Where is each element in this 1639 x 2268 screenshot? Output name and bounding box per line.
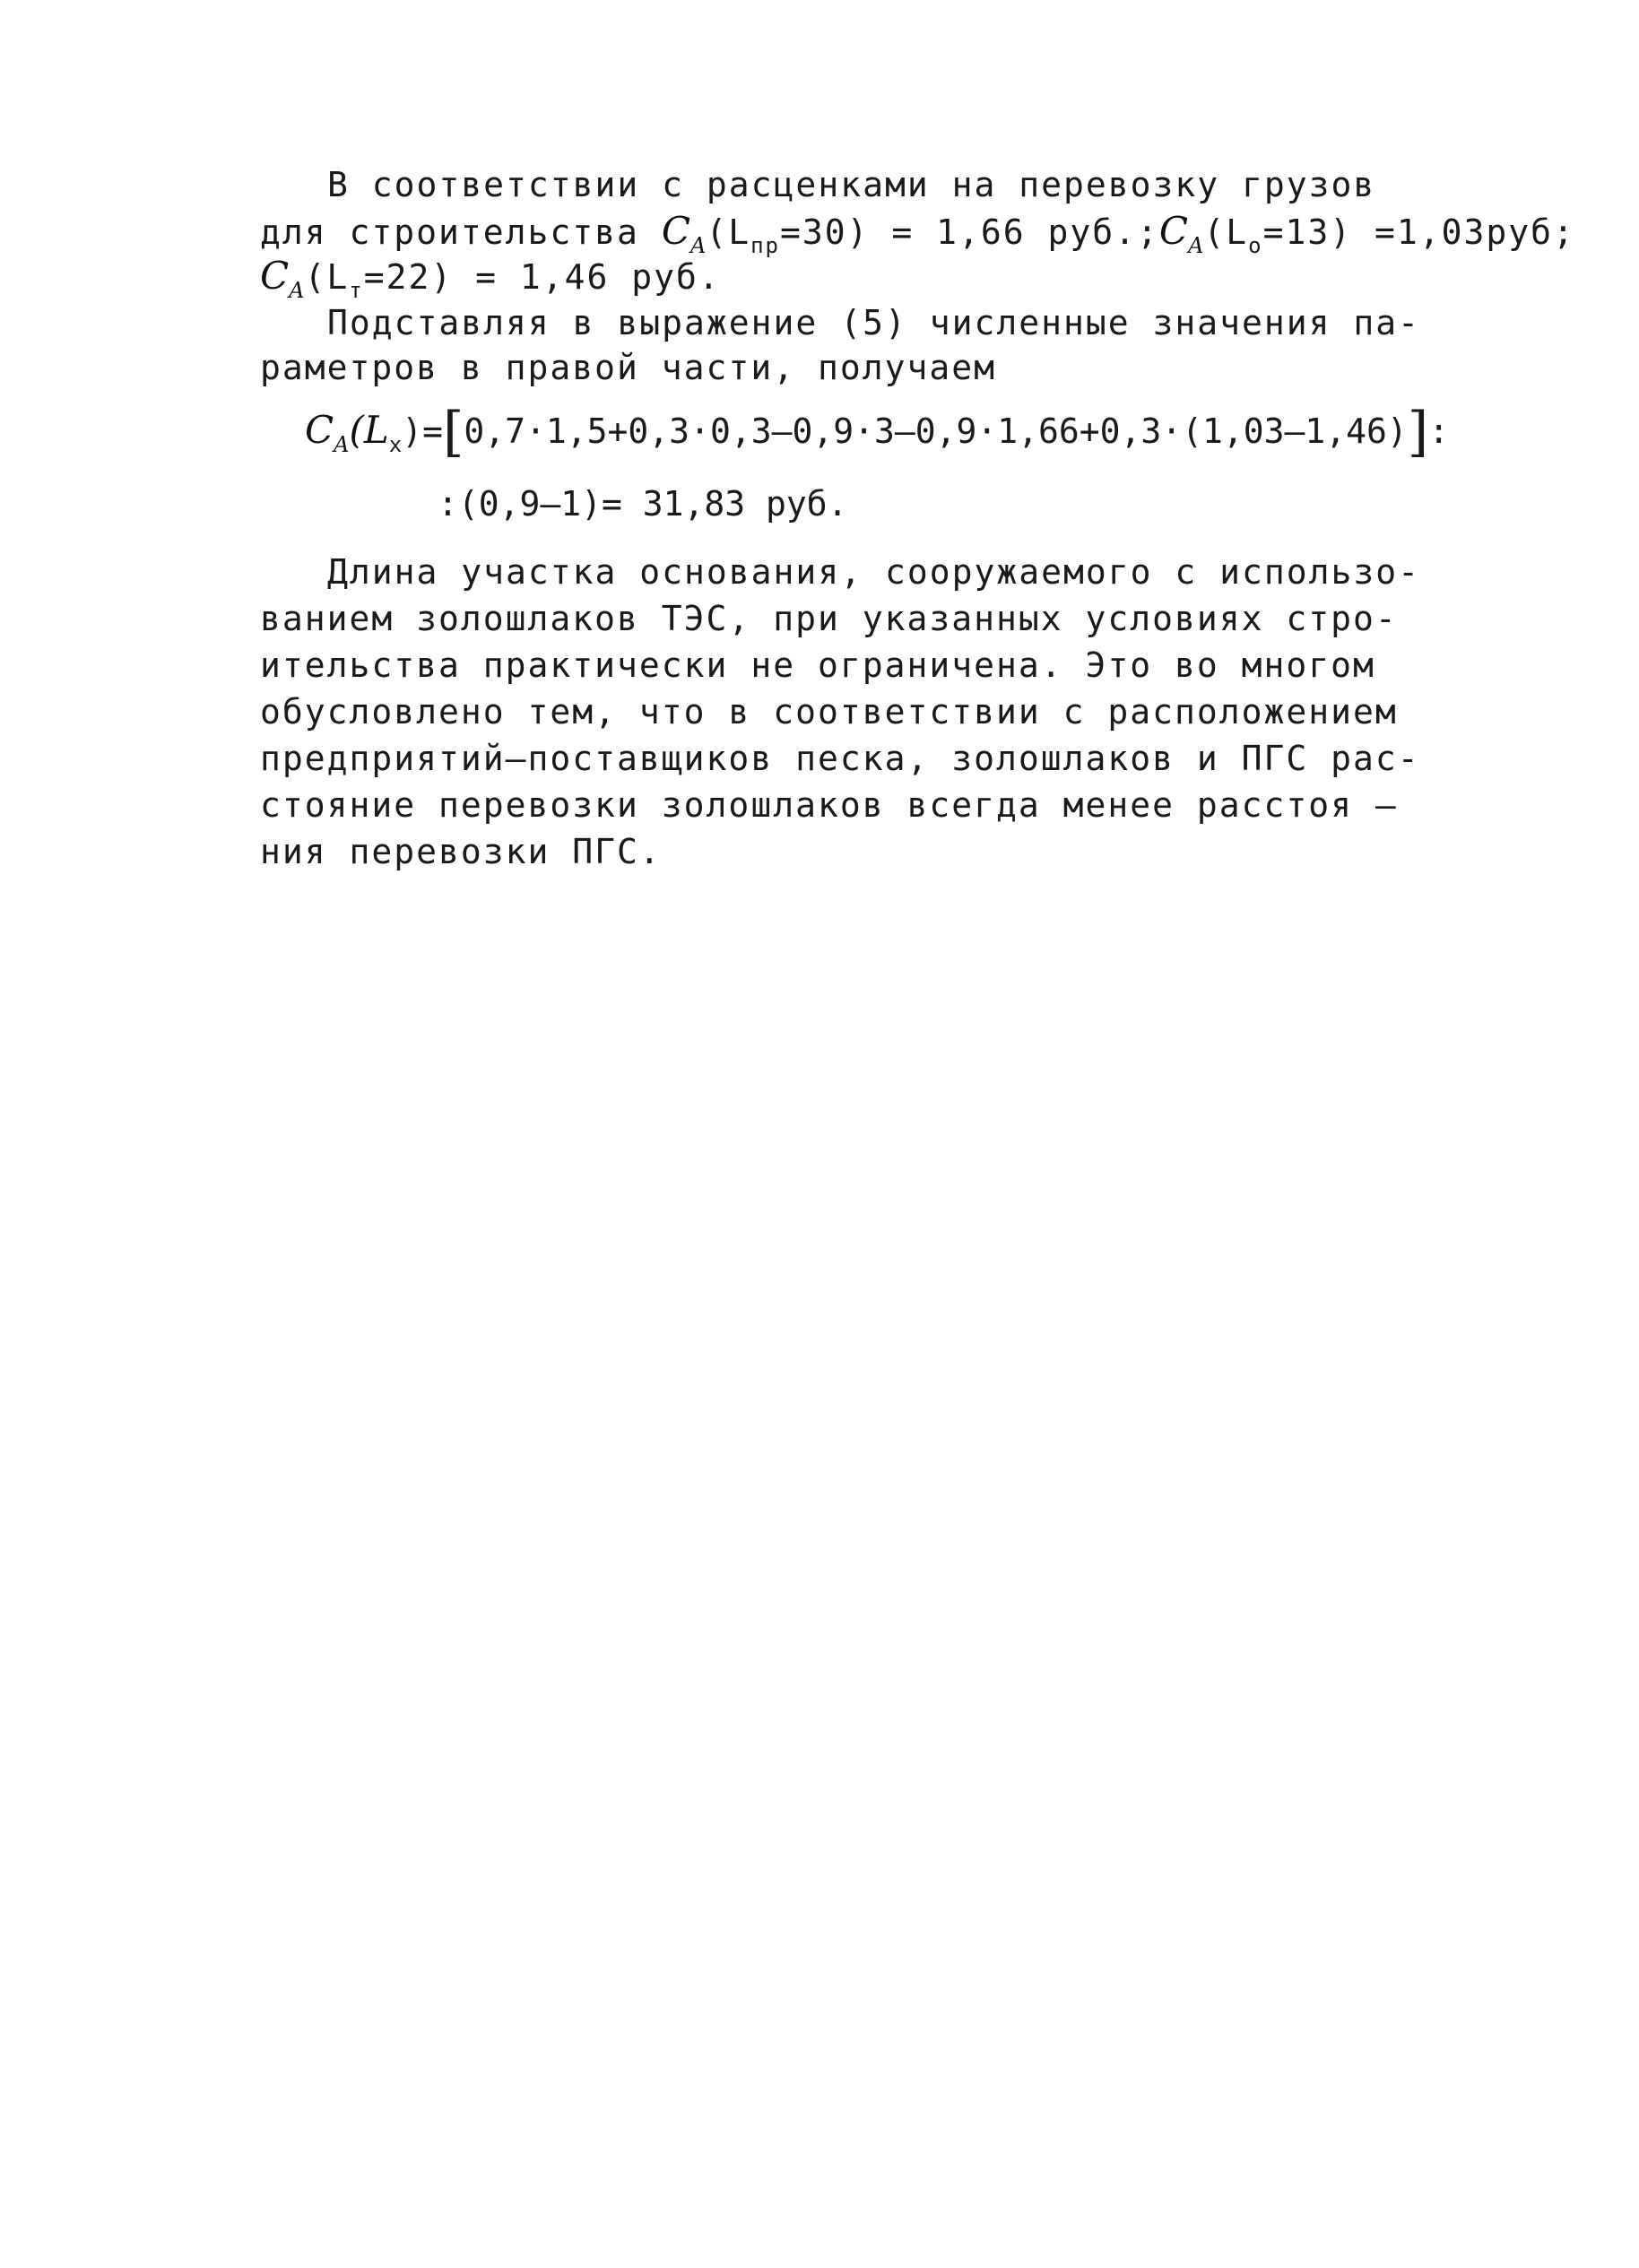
paragraph1-line2-text: для строительства [260,212,639,252]
paragraph3-line2: ванием золошлаков ТЭС, при указанных условиях стро- [260,599,1398,638]
cost-symbol: $C_A$ [1158,209,1204,258]
paragraph3-line3: ительства практически не ограничена. Это во многом [260,645,1375,685]
cost-symbol: $C_A$ [661,209,707,258]
formula-body: 0,7·1,5+0,3·0,3–0,9·3–0,9·1,66+0,3·(1,03–1,46) [464,411,1408,451]
formula-colon: : [1428,411,1450,451]
cost-symbol: $C_A$ [305,408,350,457]
paragraph3-line4: обусловлено тем, что в соответствии с расположением [260,692,1398,731]
cost-symbol: $C_A$ [260,254,305,303]
paragraph3-line5: предприятий–поставщиков песка, золошлаков и ПГС рас- [260,739,1420,778]
paragraph2-line1: Подставляя в выражение (5) численные значения па- [327,303,1421,342]
paragraph3-line6: стояние перевозки золошлаков всегда менее расстоя – [260,785,1398,825]
formula-line2: :(0,9–1)= 31,83 руб. [438,484,848,524]
formula-line1: $C_A(L_x)=[0,7\cdot 1,5+0,3\cdot 0,3-0,9\cdot 3-0,9\cdot 1,66+0,3\cdot(1,03-1,46)]$: [305,401,1450,463]
bracket-close: ] [1407,401,1429,463]
paragraph1-line2: для строительства $C_A(L_{пр}=30) = 1,66$ $руб.;C_A(L_о=13) =1,03руб$; [260,209,1575,258]
paragraph3-line7: ния перевозки ПГС. [260,832,662,871]
paragraph3-line1: Длина участка основания, сооружаемого с использо- [327,552,1421,592]
paragraph1-line3: $C_A(L_т=22) = 1,46$ руб. [260,254,721,303]
paragraph2-line2: раметров в правой части, получаем [260,348,996,387]
bracket-open: [ [442,401,464,463]
paragraph1-line1: В соответствии с расценками на перевозку грузов [327,165,1376,204]
